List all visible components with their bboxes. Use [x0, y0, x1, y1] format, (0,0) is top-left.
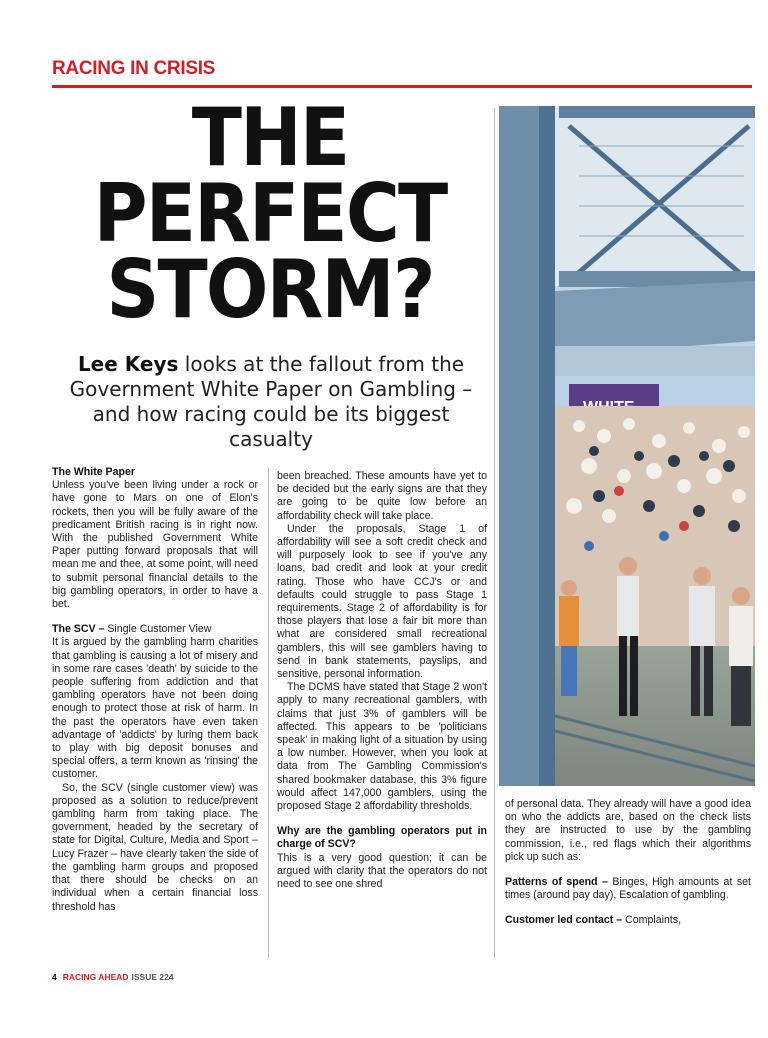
inline-label: The SCV –: [52, 623, 108, 636]
inline-text: Complaints,: [625, 914, 682, 927]
section-rule: [52, 85, 752, 88]
paragraph: Under the proposals, Stage 1 of affordability will see a soft credit check and will purposely look to see if you've any loans, bad credit and look at your credit rating. Those who have CCJ's or and defaults could struggle to pass Stage 1 requirements. Stage 2 of affordability is for those players that lose a fair bit more than what are considered small recreational gamblers, this will see gamblers having to send in bank statements, payslips, and sensitive, personal information.: [277, 522, 487, 681]
paragraph: Unless you've been living under a rock or have gone to Mars on one of Elon's rockets, then you will be fully aware of the predicament British racing is in right now. With the published Government White Paper putting forward proposals that will mean me and thee, at some point, will need to submit personal financial details to the big gambling operators, in order to have a bet.: [52, 479, 258, 611]
column-divider: [268, 468, 269, 958]
headline: [77, 91, 463, 336]
standfirst-text: looks at the fallout from the Government White Paper on Gambling – and how racing could be its biggest casualty: [69, 352, 473, 451]
standfirst: [56, 352, 486, 452]
column-2: [277, 470, 487, 891]
paragraph: So, the SCV (single customer view) was proposed as a solution to reduce/prevent gambling harm from taking place. The government, headed by the secretary of state for Digital, Culture, Media and Sport – Lucy Frazer – have clearly taken the side of the gambling harm groups and proposed that there should be checks on an individual when a certain financial loss threshold has: [52, 781, 258, 913]
page-footer: [52, 972, 174, 982]
crowd-photo: [497, 106, 755, 786]
paragraph: of personal data. They already will have a good idea on who the addicts are, based on the check lists they are instructed to use by the gambling commission, i.e., red flags which their algorithms pick up such as:: [505, 798, 751, 863]
paragraph-patterns: [505, 876, 751, 902]
paragraph-scv: [52, 623, 258, 636]
author-name: Lee Keys: [77, 352, 179, 376]
paragraph-customer: [505, 914, 751, 927]
grandstand-crowd-image: [499, 106, 755, 786]
subhead-operators: Why are the gambling operators put in charge of SCV?: [277, 825, 487, 851]
column-divider: [494, 108, 495, 958]
headline-line-1: THE: [191, 91, 349, 184]
section-label: RACING IN CRISIS: [52, 58, 216, 79]
column-3: [505, 798, 751, 928]
inline-text: Single Customer View: [107, 623, 212, 636]
column-1: [52, 466, 258, 914]
headline-line-3: STORM?: [106, 243, 434, 336]
magazine-brand: RACING AHEAD: [62, 972, 129, 982]
paragraph: The DCMS have stated that Stage 2 won't apply to many recreational gamblers, with claims that just 3% of gamblers will be affected. This appears to be 'politicians speak' in making light of a situation by using a low number. However, when you look at data from The Gambling Commission's shared bookmaker database, this 3% figure would affect 147,000 gamblers, using the proposed Stage 2 affordability thresholds.: [277, 681, 487, 813]
page-number: 4: [52, 972, 57, 982]
inline-label: Patterns of spend –: [505, 876, 613, 889]
inline-text: Binges, High amounts at set times (around pay day), Escalation of gambling.: [505, 876, 751, 902]
paragraph: been breached. These amounts have yet to be decided but the early signs are that they are going to be quite low before an affordability check will take place.: [277, 470, 487, 522]
subhead-white-paper: The White Paper: [52, 466, 135, 478]
headline-line-2: PERFECT: [93, 167, 447, 260]
paragraph: It is argued by the gambling harm charities that gambling is causing a lot of misery and in some rare cases 'death' by suicide to the people suffering from addiction and that gambling operators have not been doing enough to protect those at risk of harm. In the past the operators have even taken advantage of 'addicts' by luring them back to play with big deposit bonuses and special offers, a term known as 'rinsing' the customer.: [52, 636, 258, 781]
issue-number: ISSUE 224: [131, 972, 174, 982]
paragraph: This is a very good question; it can be argued with clarity that the operators do not need to see one shred: [277, 851, 487, 891]
inline-label: Customer led contact –: [505, 914, 626, 927]
